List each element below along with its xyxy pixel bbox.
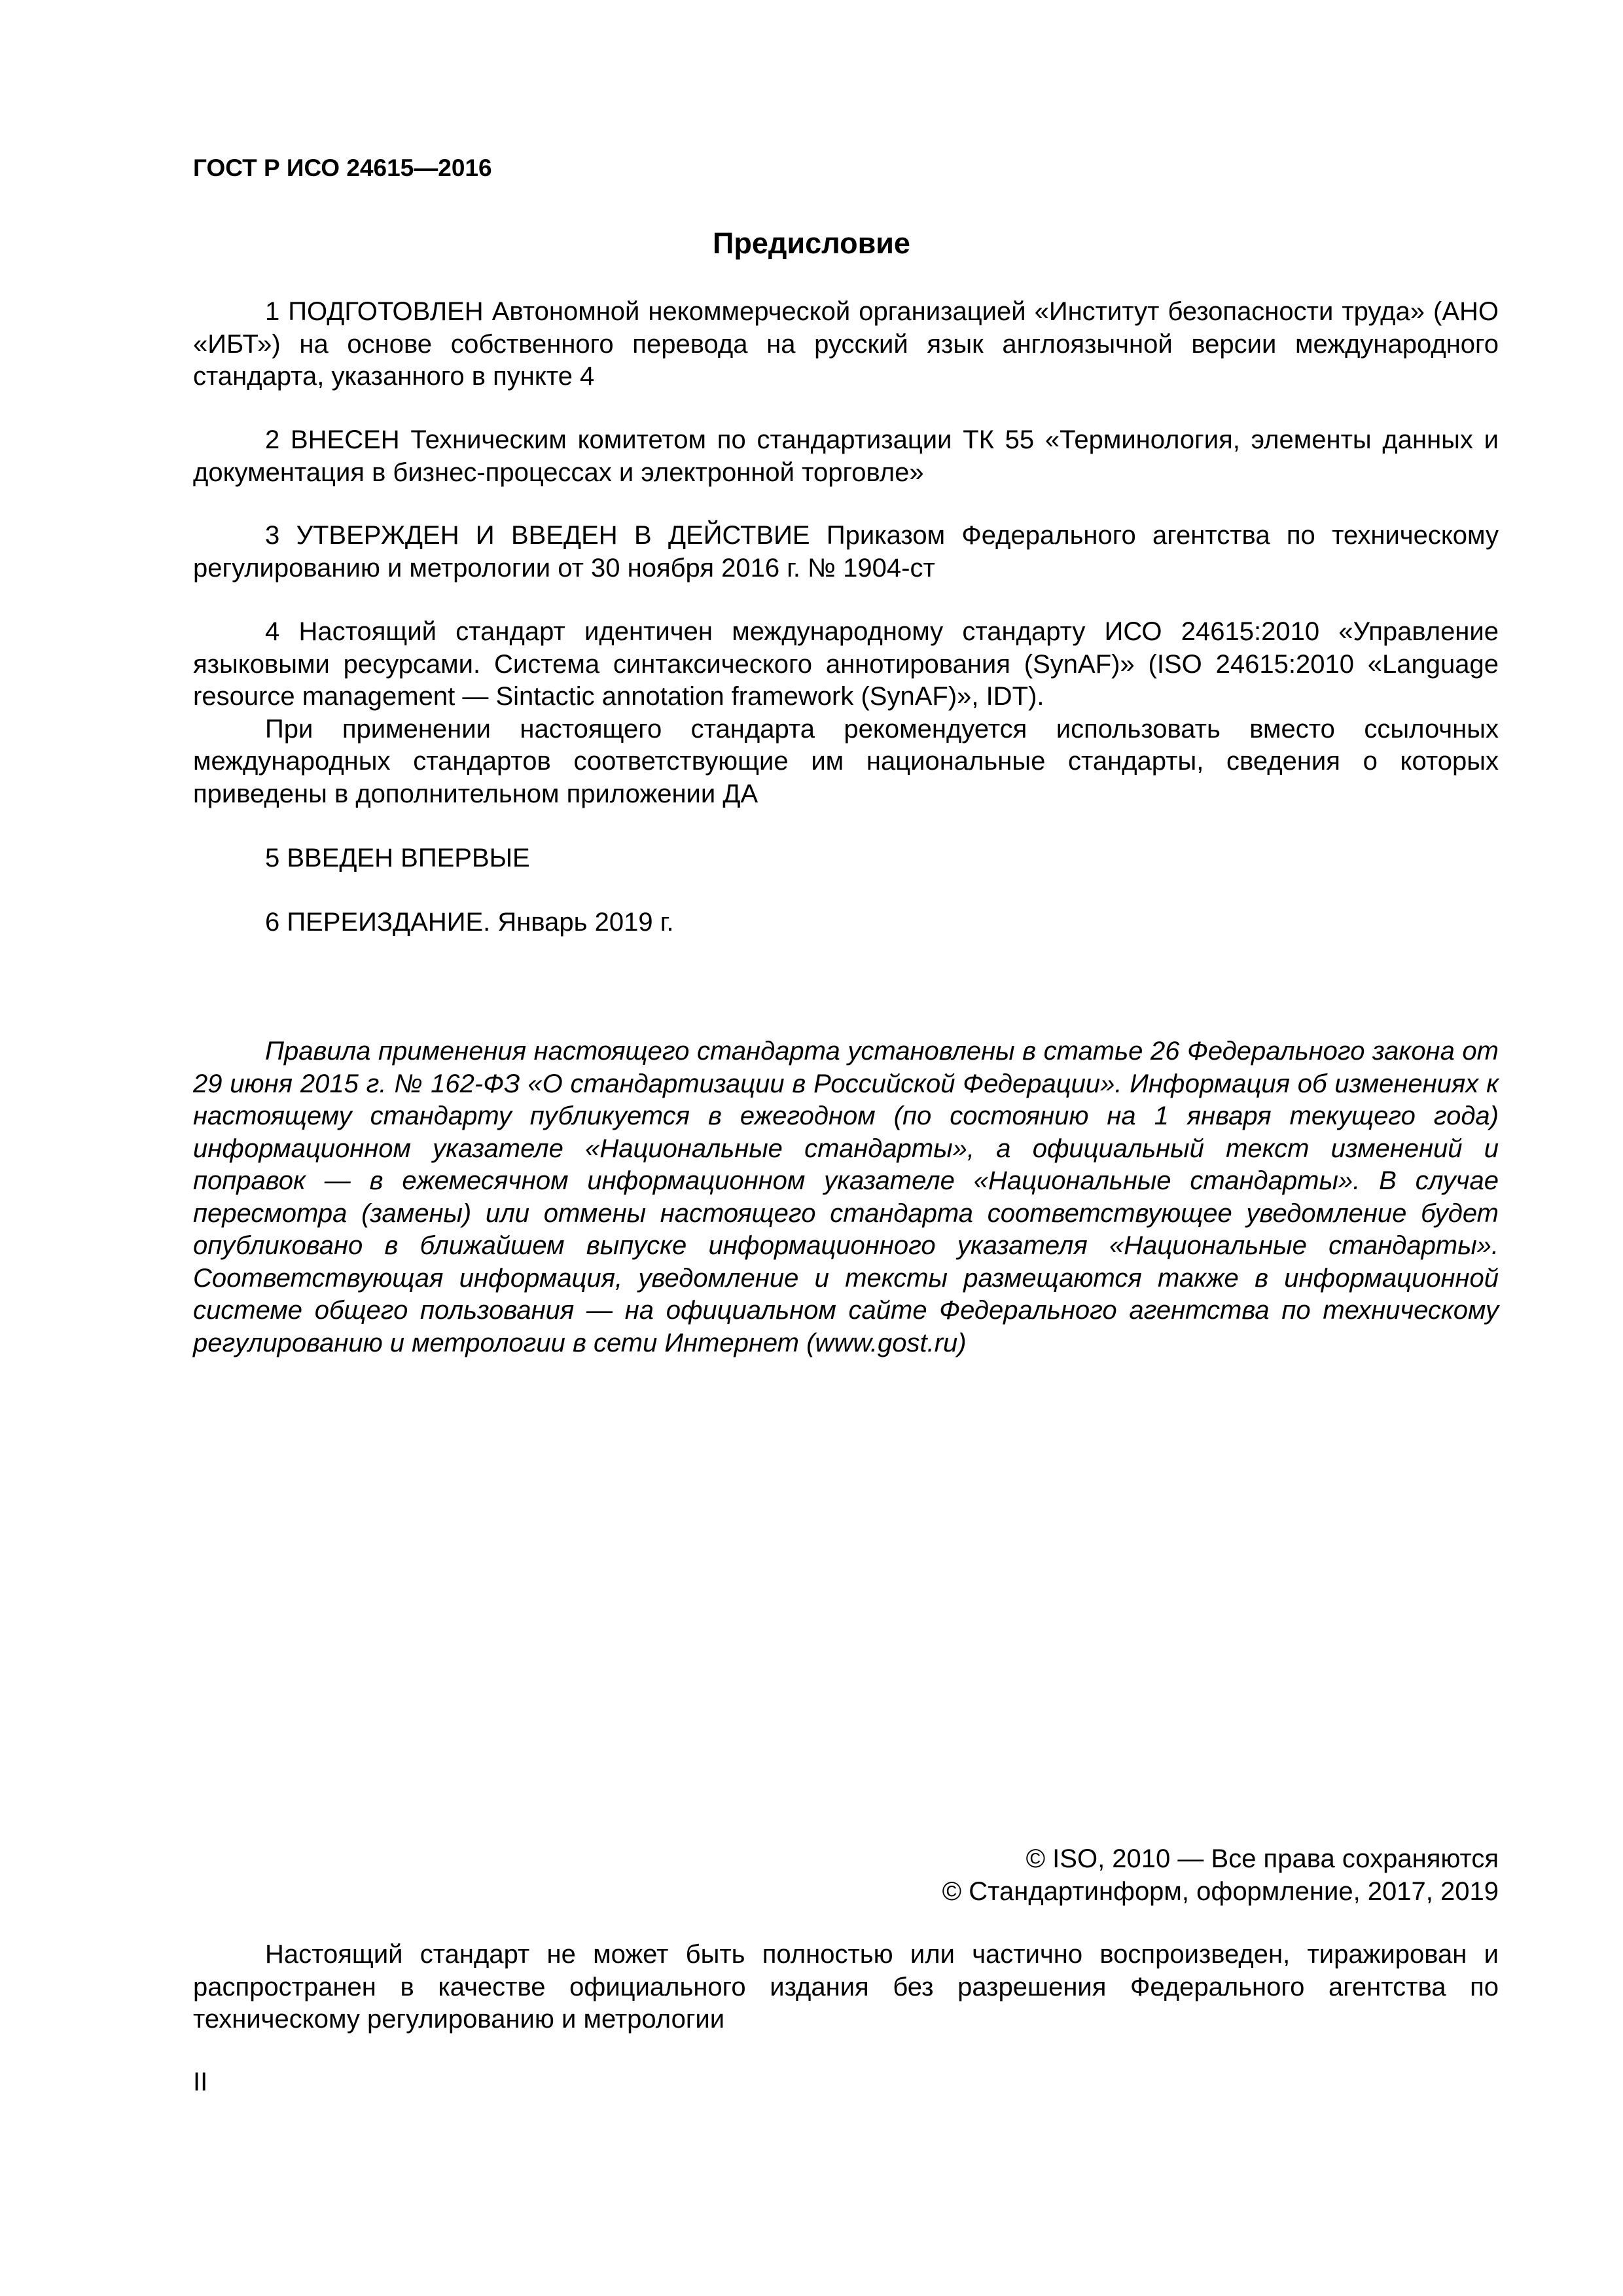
application-rules-text: Правила применения настоящего стандарта установлены в статье 26 Федерального закона от 29 июня 2015 г. № 162-ФЗ «О стандартизации в Российской Федерации». Информация об изменениях к настоящему стандарту публикуется в ежегодном (по состоянию на 1 января текущего года) информационном указателе «Национальные стандарты», а официальный текст изменений и поправок — в ежемесячном информационном указателе «Национальные стандарты». В случае пересмотра (замены) или отмены настоящего стандарта соответствующее уведомление будет опубликовано в ближайшем выпуске информационного указателя «Национальные стандарты». Соответствующая информация, уведомление и тексты размещаются также в информационной системе общего пользования — на официальном сайте Федерального агентства по техническому регулированию и метрологии в сети Интернет (www.gost.ru) bbox=[193, 1037, 1499, 1357]
foreword-item-3 bbox=[193, 520, 1499, 584]
foreword-item-4-text: 4 Настоящий стандарт идентичен международному стандарту ИСО 24615:2010 «Управление языковыми ресурсами. Система синтаксического аннотирования (SynAF)» (ISO 24615:2010 «Language resource management — Sintactic annotation framework (SynAF)», IDT). bbox=[193, 617, 1499, 711]
page-title: Предисловие bbox=[713, 226, 910, 260]
foreword-item-5 bbox=[193, 842, 1499, 875]
application-rules-notice bbox=[193, 1035, 1499, 1359]
foreword-item-5-text: 5 ВВЕДЕН ВПЕРВЫЕ bbox=[265, 844, 530, 872]
standard-code: ГОСТ Р ИСО 24615—2016 bbox=[193, 154, 492, 181]
page-number: II bbox=[193, 2068, 208, 2096]
foreword-item-4 bbox=[193, 616, 1499, 810]
copyright-iso: © ISO, 2010 — Все права сохраняются bbox=[1026, 1844, 1499, 1873]
copyright-standartinform: © Стандартинформ, оформление, 2017, 2019 bbox=[942, 1877, 1499, 1906]
foreword-item-1-text: 1 ПОДГОТОВЛЕН Автономной некоммерческой организацией «Институт безопасности труда» (АНО «ИБТ») на основе собственного перевода на русский язык англоязычной версии международного стандарта, указанного в пункте 4 bbox=[193, 297, 1499, 391]
foreword-item-3-text: 3 УТВЕРЖДЕН И ВВЕДЕН В ДЕЙСТВИЕ Приказом Федерального агентства по техническому регулированию и метрологии от 30 ноября 2016 г. № 1904-ст bbox=[193, 521, 1499, 583]
foreword-item-1 bbox=[193, 296, 1499, 393]
foreword-item-4-note: При применении настоящего стандарта рекомендуется использовать вместо ссылочных международных стандартов соответствующие им национальные стандарты, сведения о которых приведены в дополнительном приложении ДА bbox=[193, 714, 1499, 808]
reproduction-text: Настоящий стандарт не может быть полностью или частично воспроизведен, тиражирован и распространен в качестве официального издания без разрешения Федерального агентства по техническому регулированию и метрологии bbox=[193, 1940, 1499, 2034]
foreword-item-6 bbox=[193, 906, 1499, 939]
foreword-item-2 bbox=[193, 424, 1499, 489]
foreword-item-2-text: 2 ВНЕСЕН Техническим комитетом по стандартизации ТК 55 «Терминология, элементы данных и документация в бизнес-процессах и электронной торговле» bbox=[193, 425, 1499, 487]
reproduction-notice bbox=[193, 1939, 1499, 2036]
copyright-block bbox=[942, 1842, 1499, 1908]
foreword-item-6-text: 6 ПЕРЕИЗДАНИЕ. Январь 2019 г. bbox=[265, 908, 674, 937]
